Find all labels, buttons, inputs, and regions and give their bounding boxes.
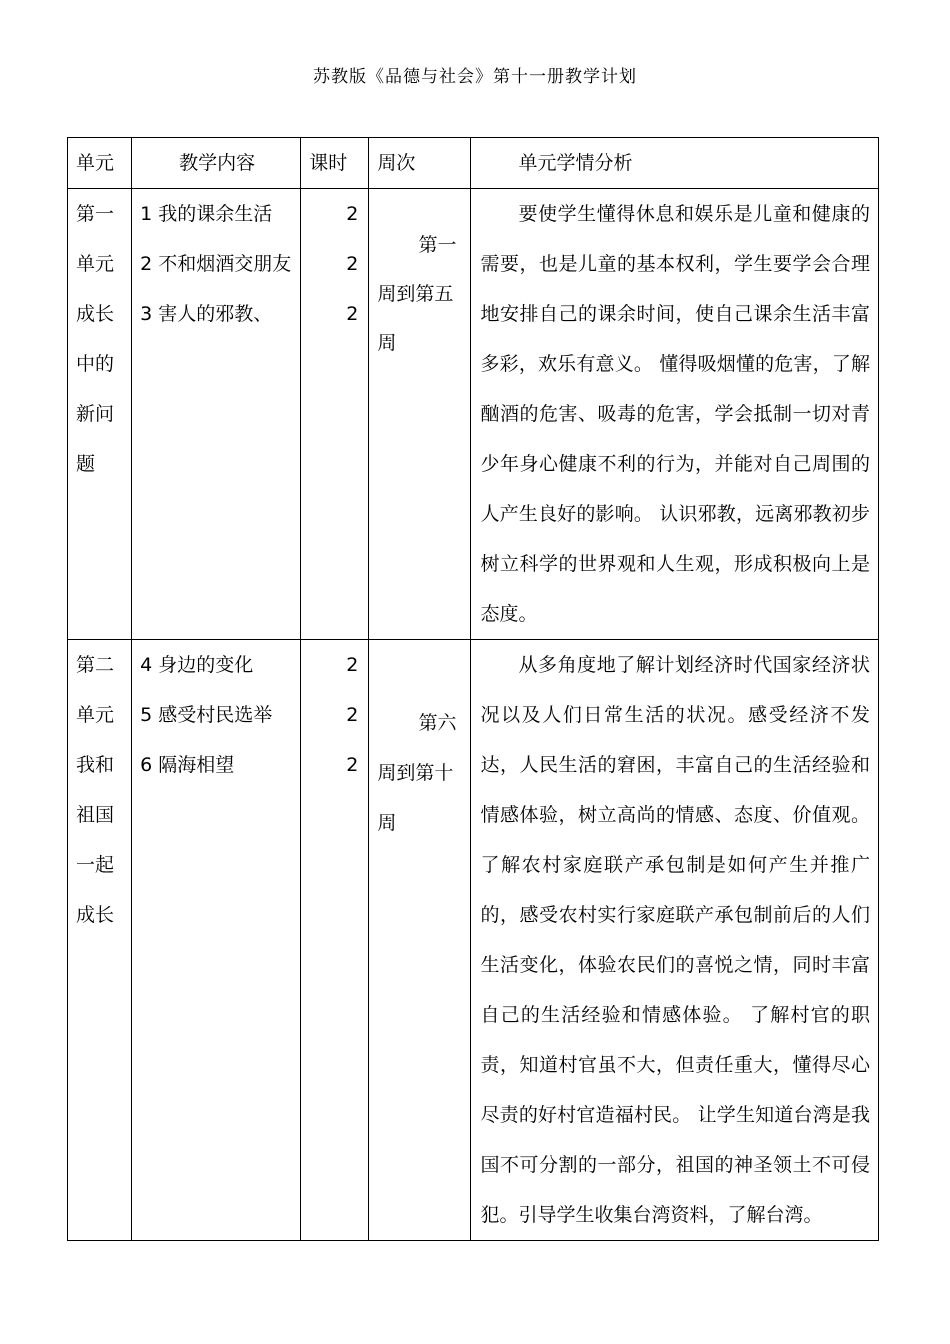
lesson-hours: 2 [346,253,359,275]
unit-name-line: 成长 [76,904,115,926]
table-row-unit-1 [68,189,879,640]
lesson-item: 1 我的课余生活 [140,203,273,225]
unit-name-cell [68,189,132,640]
week-range-line: 第六 [418,712,457,734]
unit-name-line: 第二 [76,654,115,676]
lesson-item: 4 身边的变化 [140,654,254,676]
unit-name-line: 祖国 [76,804,115,826]
lesson-hours: 2 [346,654,359,676]
document-title: 苏教版《品德与社会》第十一册教学计划 [313,67,637,87]
unit-name-line: 第一 [76,203,115,225]
header-week: 周次 [369,138,471,189]
analysis-cell [471,189,879,640]
lesson-item: 3 害人的邪教、 [140,303,273,325]
header-analysis: 单元学情分析 [471,138,879,189]
unit-name-line: 中的 [76,353,115,375]
unit-name-line: 一起 [76,854,115,876]
lesson-hours: 2 [346,303,359,325]
teaching-plan-table [67,137,879,1241]
unit-name-line: 新问 [76,403,115,425]
hours-cell [301,640,369,1241]
week-range-line: 周 [377,332,397,354]
lesson-list-cell [132,189,301,640]
analysis-cell [471,640,879,1241]
unit-name-line: 成长 [76,303,115,325]
week-range-cell [369,189,471,640]
lesson-item: 5 感受村民选举 [140,704,273,726]
week-range-cell [369,640,471,1241]
header-hours: 课时 [301,138,369,189]
analysis-text: 要使学生懂得休息和娱乐是儿童和健康的需要，也是儿童的基本权利，学生要学会合理地安排自己的课余时间，使自己课余生活丰富多彩，欢乐有意义。 懂得吸烟懂的危害，了解酗酒的危害、吸毒的危害，学会抵制一切对青少年身心健康不利的行为，并能对自己周围的人产生良好的影响。 认识邪教，远离邪教初步树立科学的世界观和人生观，形成积极向上是态度。 [480,203,870,625]
lesson-hours: 2 [346,704,359,726]
unit-name-line: 我和 [76,754,115,776]
unit-name-line: 单元 [76,704,115,726]
lesson-hours: 2 [346,203,359,225]
lesson-list-cell [132,640,301,1241]
lesson-item: 6 隔海相望 [140,754,235,776]
analysis-text: 从多角度地了解计划经济时代国家经济状况以及人们日常生活的状况。感受经济不发达，人民生活的窘困，丰富自己的生活经验和情感体验，树立高尚的情感、态度、价值观。了解农村家庭联产承包制是如何产生并推广的，感受农村实行家庭联产承包制前后的人们生活变化，体验农民们的喜悦之情，同时丰富自己的生活经验和情感体验。 了解村官的职责，知道村官虽不大，但责任重大，懂得尽心尽责的好村官造福村民。 让学生知道台湾是我国不可分割的一部分，祖国的神圣领土不可侵犯。引导学生收集台湾资料，了解台湾。 [480,654,870,1226]
unit-name-line: 题 [76,453,96,475]
week-range-line: 周 [377,812,397,834]
hours-cell [301,189,369,640]
lesson-item: 2 不和烟酒交朋友 [140,253,292,275]
unit-name-line: 单元 [76,253,115,275]
lesson-hours: 2 [346,754,359,776]
week-range-line: 周到第五 [377,283,454,305]
week-range-line: 周到第十 [377,762,454,784]
unit-name-cell [68,640,132,1241]
header-unit: 单元 [68,138,132,189]
header-content: 教学内容 [132,138,301,189]
table-header-row [68,138,879,189]
table-row-unit-2 [68,640,879,1241]
week-range-line: 第一 [418,234,457,256]
